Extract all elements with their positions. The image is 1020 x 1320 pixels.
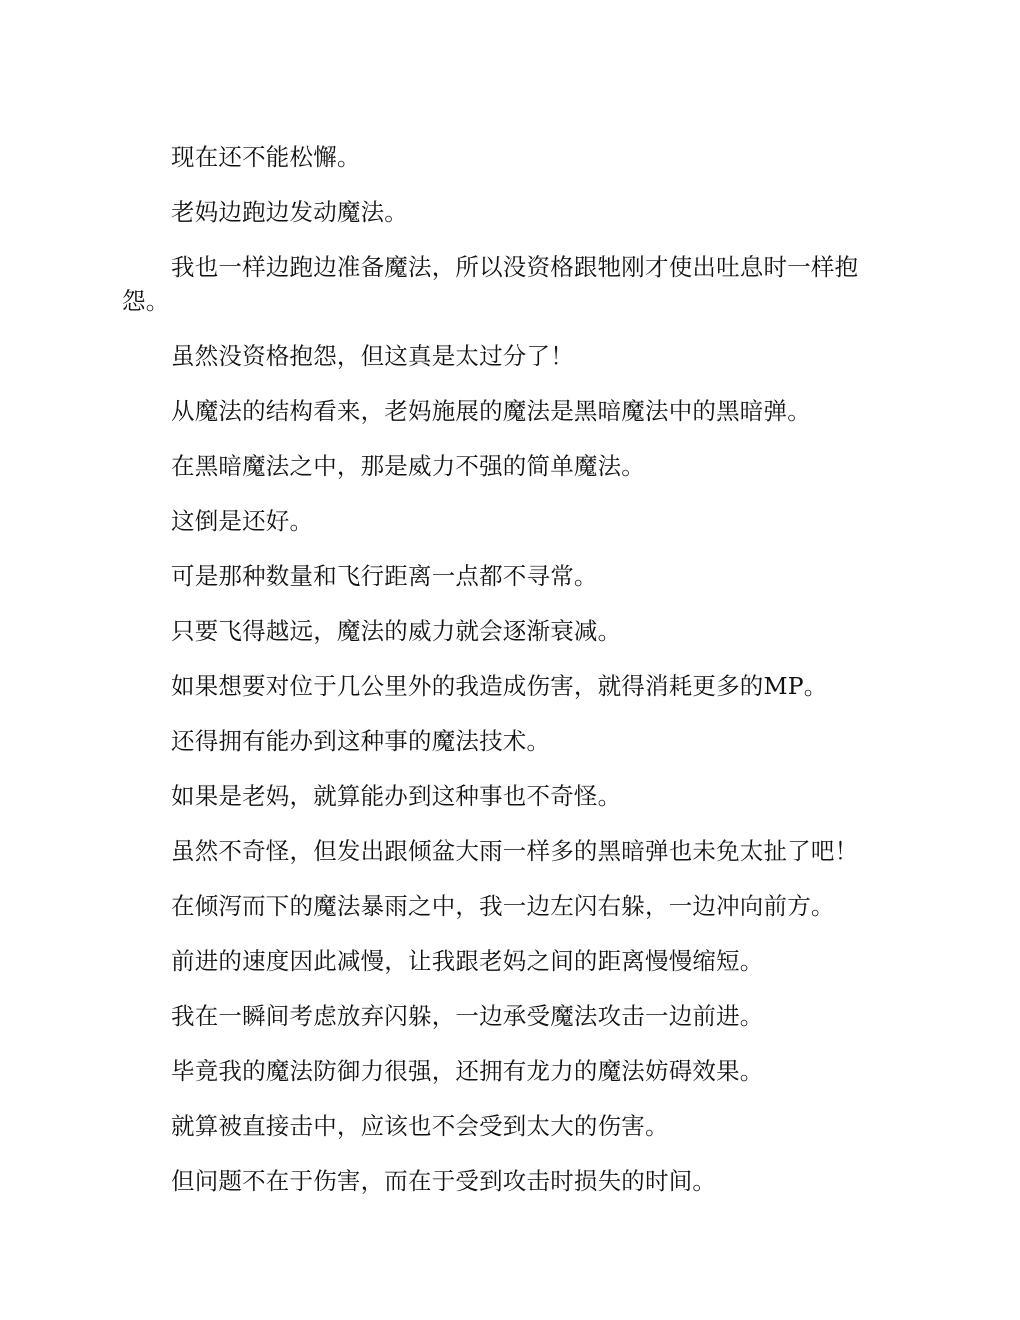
paragraph: 这倒是还好。 [171,507,314,535]
paragraph: 如果是老妈，就算能办到这种事也不奇怪。 [171,782,622,810]
paragraph: 在倾泻而下的魔法暴雨之中，我一边左闪右躲，一边冲向前方。 [171,892,835,920]
document-page [122,140,902,1219]
paragraph: 前进的速度因此减慢，让我跟老妈之间的距离慢慢缩短。 [171,947,764,975]
paragraph: 我在一瞬间考虑放弃闪躲，一边承受魔法攻击一边前进。 [171,1002,764,1030]
paragraph: 虽然没资格抱怨，但这真是太过分了！ [171,342,574,370]
paragraph: 老妈边跑边发动魔法。 [171,198,408,226]
paragraph: 虽然不奇怪，但发出跟倾盆大雨一样多的黑暗弹也未免太扯了吧！ [171,837,859,865]
paragraph: 从魔法的结构看来，老妈施展的魔法是黑暗魔法中的黑暗弹。 [171,397,811,425]
paragraph: 我也一样边跑边准备魔法，所以没资格跟牠刚才使出吐息时一样抱怨。 [122,253,859,315]
paragraph: 毕竟我的魔法防御力很强，还拥有龙力的魔法妨碍效果。 [171,1057,764,1085]
paragraph: 如果想要对位于几公里外的我造成伤害，就得消耗更多的MP。 [171,672,828,700]
paragraph: 在黑暗魔法之中，那是威力不强的简单魔法。 [171,452,645,480]
paragraph: 可是那种数量和飞行距离一点都不寻常。 [171,562,598,590]
paragraph: 但问题不在于伤害，而在于受到攻击时损失的时间。 [171,1167,717,1195]
paragraph: 现在还不能松懈。 [171,143,361,171]
paragraph: 就算被直接击中，应该也不会受到太大的伤害。 [171,1112,669,1140]
paragraph: 还得拥有能办到这种事的魔法技术。 [171,727,551,755]
paragraph: 只要飞得越远，魔法的威力就会逐渐衰减。 [171,617,622,645]
